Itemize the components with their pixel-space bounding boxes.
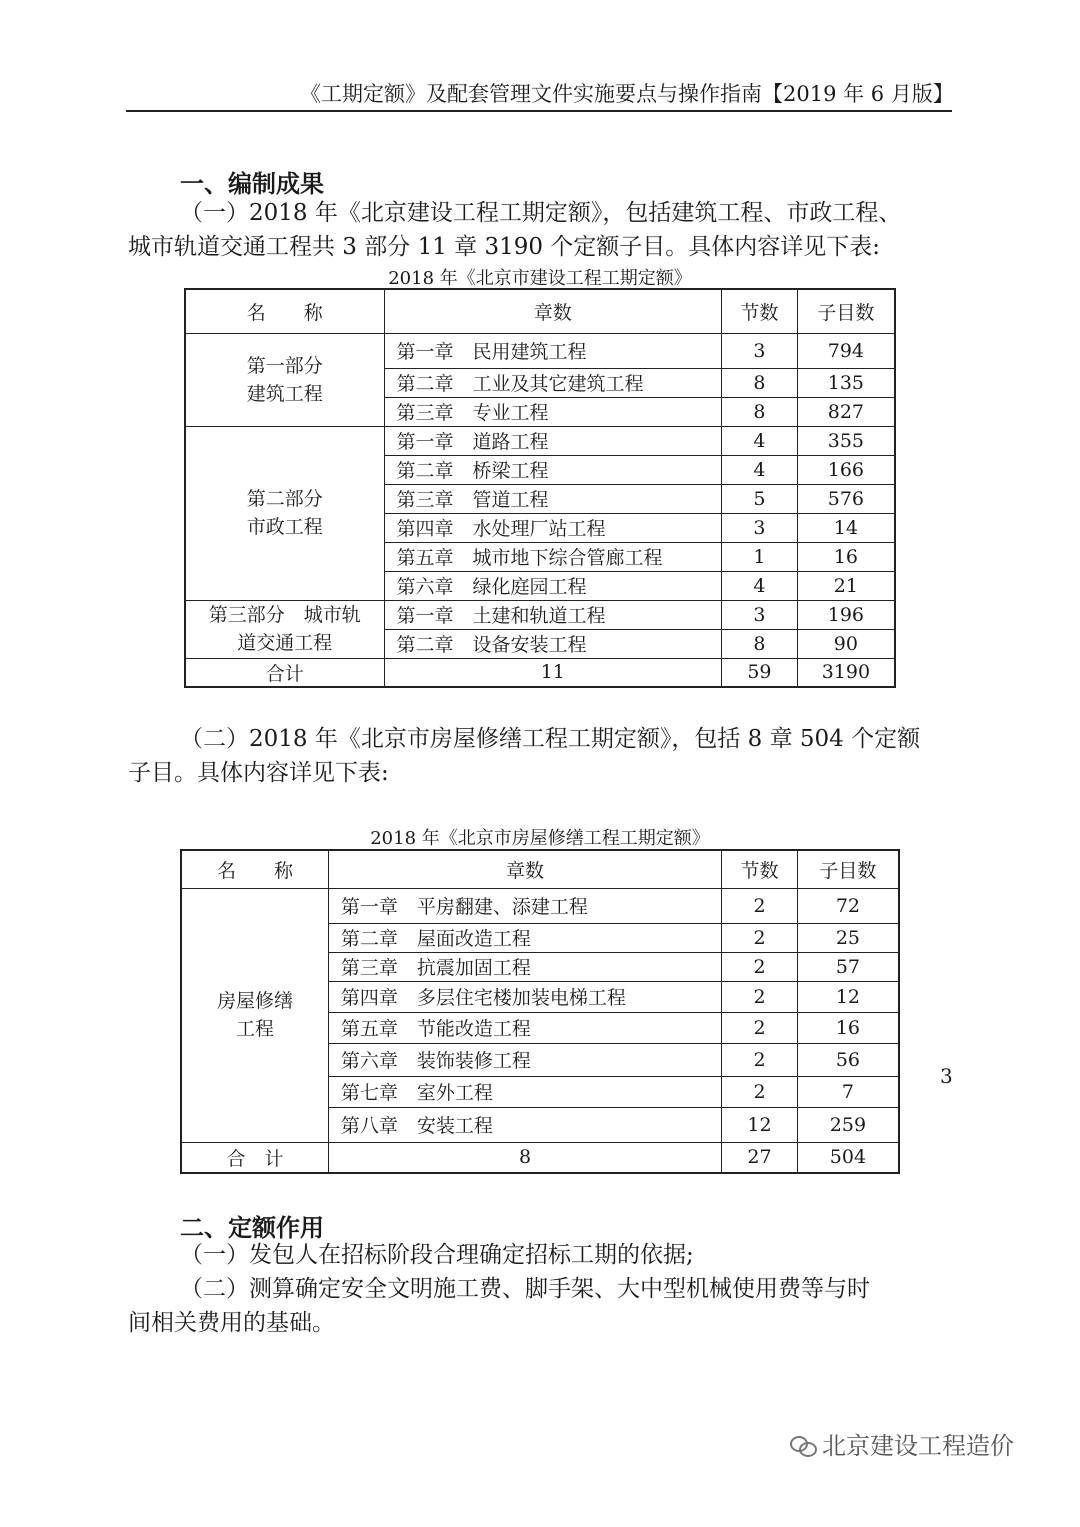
sections-cell: 2 xyxy=(722,981,798,1012)
chapter-cell: 第五章 城市地下综合管廊工程 xyxy=(384,542,722,571)
sections-cell: 3 xyxy=(722,333,798,368)
sections-cell: 4 xyxy=(722,455,798,484)
items-cell: 56 xyxy=(797,1043,899,1076)
items-cell: 72 xyxy=(797,888,899,923)
chapter-cell: 第三章 抗震加固工程 xyxy=(328,952,721,981)
items-cell: 12 xyxy=(797,981,899,1012)
chapter-cell: 第八章 安装工程 xyxy=(328,1107,721,1142)
total-chapters: 8 xyxy=(328,1142,721,1173)
items-cell: 135 xyxy=(797,368,895,397)
sections-cell: 12 xyxy=(722,1107,798,1142)
sections-cell: 2 xyxy=(722,1076,798,1107)
sections-cell: 8 xyxy=(722,368,798,397)
running-header: 《工期定额》及配套管理文件实施要点与操作指南【2019 年 6 月版】 xyxy=(300,82,954,106)
chapter-cell: 第一章 平房翻建、添建工程 xyxy=(328,888,721,923)
items-cell: 576 xyxy=(797,484,895,513)
col-header-name: 名 称 xyxy=(181,850,328,888)
items-cell: 794 xyxy=(797,333,895,368)
col-header-chapters: 章数 xyxy=(384,289,722,333)
col-header-chapters: 章数 xyxy=(328,850,721,888)
total-label: 合计 xyxy=(185,658,384,687)
table-1-header-row xyxy=(185,289,895,333)
chapter-cell: 第四章 多层住宅楼加装电梯工程 xyxy=(328,981,721,1012)
items-cell: 259 xyxy=(797,1107,899,1142)
category-name-line: 工程 xyxy=(235,1018,274,1040)
items-cell: 25 xyxy=(797,923,899,952)
table-2-header-row xyxy=(181,850,899,888)
table-1 xyxy=(184,288,896,688)
category-name-line: 房屋修缮 xyxy=(216,990,293,1012)
table-row xyxy=(185,333,895,368)
table-total-row xyxy=(185,658,895,687)
sections-cell: 8 xyxy=(722,629,798,658)
paragraph-2-line-2: 子目。具体内容详见下表: xyxy=(128,760,389,786)
table-row xyxy=(181,888,899,923)
section-2-line-3: 间相关费用的基础。 xyxy=(128,1310,335,1336)
col-header-name: 名 称 xyxy=(185,289,384,333)
paragraph-1-line-2: 城市轨道交通工程共 3 部分 11 章 3190 个定额子目。具体内容详见下表: xyxy=(128,234,881,260)
table-row xyxy=(185,426,895,455)
items-cell: 355 xyxy=(797,426,895,455)
chapter-cell: 第二章 工业及其它建筑工程 xyxy=(384,368,722,397)
total-items: 504 xyxy=(797,1142,899,1173)
items-cell: 16 xyxy=(797,542,895,571)
sections-cell: 2 xyxy=(722,923,798,952)
chapter-cell: 第一章 道路工程 xyxy=(384,426,722,455)
sections-cell: 1 xyxy=(722,542,798,571)
sections-cell: 4 xyxy=(722,571,798,600)
sections-cell: 2 xyxy=(722,888,798,923)
section-heading-2: 二、定额作用 xyxy=(180,1214,324,1242)
chapter-cell: 第一章 民用建筑工程 xyxy=(384,333,722,368)
chapter-cell: 第六章 装饰装修工程 xyxy=(328,1043,721,1076)
header-divider xyxy=(126,110,952,112)
sections-cell: 4 xyxy=(722,426,798,455)
table-row xyxy=(185,600,895,629)
items-cell: 57 xyxy=(797,952,899,981)
chapter-cell: 第三章 专业工程 xyxy=(384,397,722,426)
part-name-line: 道交通工程 xyxy=(237,632,333,654)
total-items: 3190 xyxy=(797,658,895,687)
items-cell: 90 xyxy=(797,629,895,658)
chapter-cell: 第三章 管道工程 xyxy=(384,484,722,513)
total-sections: 27 xyxy=(722,1142,798,1173)
part-name-line: 第二部分 xyxy=(246,488,323,510)
page-number: 3 xyxy=(940,1064,953,1088)
section-2-line-1: （一）发包人在招标阶段合理确定招标工期的依据; xyxy=(180,1242,694,1268)
chapter-cell: 第二章 屋面改造工程 xyxy=(328,923,721,952)
sections-cell: 5 xyxy=(722,484,798,513)
total-chapters: 11 xyxy=(384,658,722,687)
sections-cell: 2 xyxy=(722,1012,798,1043)
table-1-caption: 2018 年《北京市建设工程工期定额》 xyxy=(388,268,692,289)
watermark xyxy=(790,1426,1014,1461)
chapter-cell: 第四章 水处理厂站工程 xyxy=(384,513,722,542)
total-sections: 59 xyxy=(722,658,798,687)
chapter-cell: 第二章 桥梁工程 xyxy=(384,455,722,484)
table-total-row xyxy=(181,1142,899,1173)
items-cell: 16 xyxy=(797,1012,899,1043)
part-name-cell xyxy=(185,600,384,658)
table-2-caption: 2018 年《北京市房屋修缮工程工期定额》 xyxy=(370,828,710,849)
col-header-sections: 节数 xyxy=(722,289,798,333)
items-cell: 14 xyxy=(797,513,895,542)
part-name-cell xyxy=(185,333,384,426)
chapter-cell: 第二章 设备安装工程 xyxy=(384,629,722,658)
part-name-line: 建筑工程 xyxy=(246,382,323,405)
chapter-cell: 第六章 绿化庭园工程 xyxy=(384,571,722,600)
wechat-icon xyxy=(790,1436,816,1456)
sections-cell: 3 xyxy=(722,513,798,542)
section-2-line-2: （二）测算确定安全文明施工费、脚手架、大中型机械使用费等与时 xyxy=(180,1276,870,1302)
part-name-line: 第一部分 xyxy=(246,354,323,377)
table-2 xyxy=(180,849,900,1174)
paragraph-2-line-1: （二）2018 年《北京市房屋修缮工程工期定额》，包括 8 章 504 个定额 xyxy=(180,726,921,752)
watermark-text: 北京建设工程造价 xyxy=(822,1432,1014,1460)
part-name-line: 第三部分 城市轨 xyxy=(208,604,361,626)
total-label: 合 计 xyxy=(181,1142,328,1173)
items-cell: 21 xyxy=(797,571,895,600)
col-header-sections: 节数 xyxy=(722,850,798,888)
sections-cell: 8 xyxy=(722,397,798,426)
items-cell: 166 xyxy=(797,455,895,484)
part-name-cell xyxy=(185,426,384,600)
chapter-cell: 第七章 室外工程 xyxy=(328,1076,721,1107)
items-cell: 196 xyxy=(797,600,895,629)
items-cell: 7 xyxy=(797,1076,899,1107)
paragraph-1-line-1: （一）2018 年《北京建设工程工期定额》，包括建筑工程、市政工程、 xyxy=(180,200,902,226)
part-name-line: 市政工程 xyxy=(246,516,323,538)
sections-cell: 2 xyxy=(722,1043,798,1076)
chapter-cell: 第一章 土建和轨道工程 xyxy=(384,600,722,629)
items-cell: 827 xyxy=(797,397,895,426)
section-heading-1: 一、编制成果 xyxy=(180,170,324,198)
chapter-cell: 第五章 节能改造工程 xyxy=(328,1012,721,1043)
sections-cell: 2 xyxy=(722,952,798,981)
category-name-cell xyxy=(181,888,328,1142)
col-header-items: 子目数 xyxy=(797,850,899,888)
sections-cell: 3 xyxy=(722,600,798,629)
col-header-items: 子目数 xyxy=(797,289,895,333)
